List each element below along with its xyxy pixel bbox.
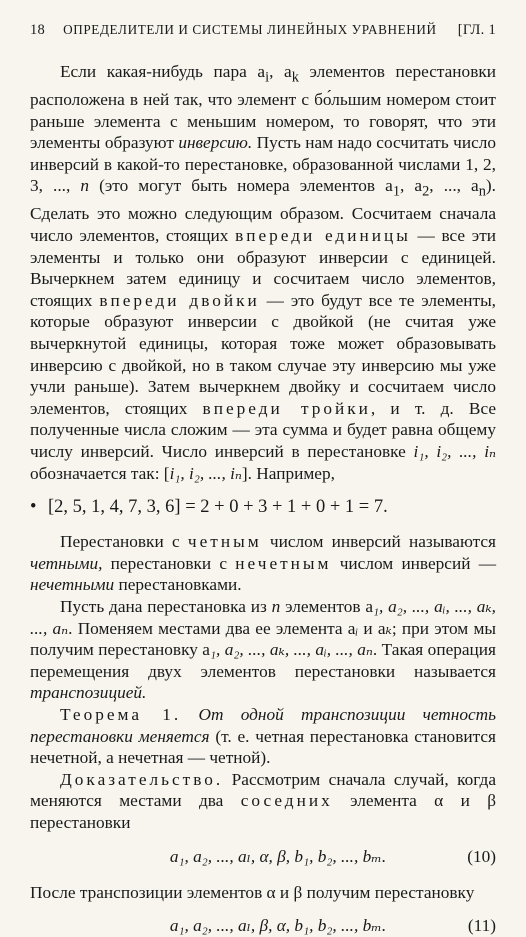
- theorem-statement: От одной транспозиции четность перестановки меняется: [30, 704, 496, 746]
- paragraph-proof: Доказательство. Рассмотрим сначала случай, когда меняются местами два соседних элемента α и β перестановки: [30, 769, 496, 832]
- term-inversion: инверсию.: [178, 133, 253, 153]
- chapter-label: [ГЛ. 1: [457, 22, 496, 38]
- example-formula: [30, 494, 496, 520]
- paragraph-inversion: Если какая-нибудь пара $a_i$, $a_k$ элементов перестановки расположена в ней так, что элемент с бо́льшим номером стоит раньше элемента с меньшим номером, то говорят, что эти элементы образуют инверсию. Пусть нам надо сосчитать число инверсий в какой-то перестановке, образованной числами 1, 2, 3, ..., n (это могут быть номера элементов $a_1$, $a_2$, ..., $a_n$). Сделать это можно следующим образом. Сосчитаем сначала число элементов, стоящих впереди единицы — все эти элементы и только они образуют инверсии с единицей. Вычеркнем затем единицу и сосчитаем число элементов, стоящих впереди двойки — это будут все те элементы, которые образуют инверсии с двойкой (не считая уже вычеркнутой единицы, которая тоже может образовывать инверсию с двойкой, но в таком случае эту инверсию мы уже учли раньше). Затем вычеркнем двойку и сосчитаем число элементов, стоящих впереди тройки, и т. д. Все полученные числа сложим — эта сумма и будет равна общему числу инверсий. Число инверсий в перестановке i₁, i₂, ..., iₙ обозначается так: [i₁, i₂, ..., iₙ]. Например,: [30, 62, 496, 483]
- equation-10: [30, 846, 496, 868]
- paragraph-transposition: Пусть дана перестановка из n элементов a₁, a₂, ..., aᵢ, ..., aₖ, ..., aₙ. Поменяем местами два ее элемента aᵢ и aₖ; при этом мы получим перестановку a₁, a₂, ..., aₖ, ..., aᵢ, ..., aₙ. Такая операция перемещения двух элементов перестановки называется транспозицией.: [30, 596, 497, 703]
- paragraph-parity: Перестановки с четным числом инверсий называются четными, перестановки с нечетным числом инверсий — нечетными перестановками.: [30, 532, 497, 595]
- paragraph-after-transposition: После транспозиции элементов α и β получим перестановку: [30, 882, 475, 902]
- stray-dot: •: [30, 497, 37, 518]
- equation-10-expr: a₁, a₂, ..., aₗ, α, β, b₁, b₂, ..., bₘ.: [169, 846, 387, 866]
- proof-label: Доказательство.: [60, 769, 224, 789]
- paragraph-theorem: Теорема 1. От одной транспозиции четность перестановки меняется (т. е. четная перестановка становится нечетной, а нечетная — четной).: [30, 704, 496, 768]
- page-header: [30, 22, 496, 39]
- formula-text: [2, 5, 1, 4, 7, 3, 6] = 2 + 0 + 3 + 1 + 0 + 1 = 7.: [48, 497, 388, 518]
- equation-11-number: (11): [467, 916, 496, 936]
- equation-11-expr: a₁, a₂, ..., aₗ, β, α, b₁, b₂, ..., bₘ.: [169, 916, 387, 936]
- page-number: 18: [30, 22, 46, 38]
- equation-10-number: (10): [467, 846, 496, 866]
- page-body: [30, 61, 496, 937]
- theorem-label: Теорема 1.: [60, 704, 182, 724]
- equation-11: [30, 915, 496, 937]
- running-title: ОПРЕДЕЛИТЕЛИ И СИСТЕМЫ ЛИНЕЙНЫХ УРАВНЕНИЙ: [63, 22, 437, 37]
